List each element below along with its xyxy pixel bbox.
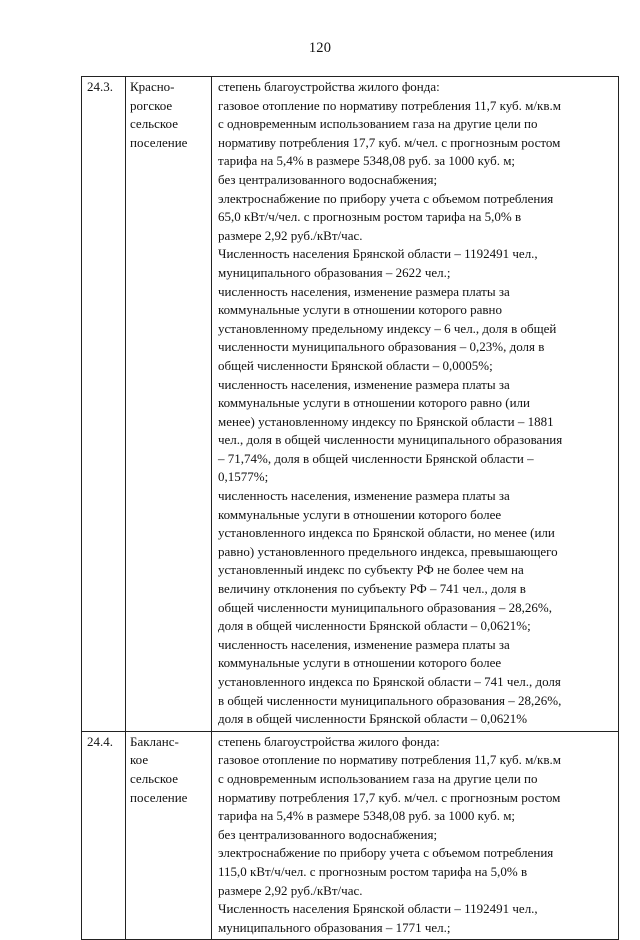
description-line: Численность населения Брянской области – 1192491 чел.,	[218, 901, 538, 917]
description-line: численность населения, изменение размера платы за	[218, 376, 510, 392]
description-line: коммунальные услуги в отношении которого более	[218, 506, 502, 522]
settlement-name-line: Бакланс-	[130, 733, 179, 749]
description-line: равно) установленного предельного индекса, превышающего	[218, 543, 558, 559]
table-body	[82, 77, 619, 940]
description-line: установленного индекса по Брянской области – 741 чел., доля	[218, 674, 561, 689]
description-line: нормативу потребления 17,7 куб. м/чел. с прогнозным ростом	[218, 789, 561, 805]
description-line: – 71,74%, доля в общей численности Брянской области –	[218, 450, 534, 466]
settlement-name	[126, 77, 212, 732]
description-line: установленный индекс по субъекту РФ не более чем на	[218, 562, 524, 578]
settlement-name-line: поселение	[130, 134, 188, 150]
description-line: менее) установленному индексу по Брянской области – 1881	[218, 413, 554, 429]
page-number: 120	[308, 40, 332, 56]
description-line: без централизованного водоснабжения;	[218, 826, 438, 842]
description-line: коммунальные услуги в отношении которого равно (или	[218, 395, 530, 411]
description-line: в общей численности муниципального образования – 28,26%,	[218, 692, 562, 708]
settlement-name-line: поселение	[130, 789, 188, 805]
settlement-name-line: Красно-	[130, 79, 175, 94]
description-line: нормативу потребления 17,7 куб. м/чел. с прогнозным ростом	[218, 134, 561, 150]
description-line: 65,0 кВт/ч/чел. с прогнозным ростом тарифа на 5,0% в	[218, 209, 522, 225]
description-line: степень благоустройства жилого фонда:	[218, 79, 440, 94]
description-line: газовое отопление по нормативу потребления 11,7 куб. м/кв.м	[218, 97, 561, 113]
description-line: коммунальные услуги в отношении которого более	[218, 655, 502, 671]
description-line: численности муниципального образования – 0,23%, доля в	[218, 339, 545, 355]
settlement-name-line: сельское	[130, 770, 178, 786]
settlement-name-line: рогское	[130, 97, 173, 113]
description-line: электроснабжение по прибору учета с объемом потребления	[218, 190, 554, 206]
settlement-name-line: сельское	[130, 116, 178, 132]
settlement-name	[126, 731, 212, 940]
description-line: тарифа на 5,4% в размере 5348,08 руб. за 1000 куб. м;	[218, 153, 516, 169]
description-line: численность населения, изменение размера платы за	[218, 283, 510, 299]
description-line: величину отклонения по субъекту РФ – 741 чел., доля в	[218, 581, 526, 597]
description-line: степень благоустройства жилого фонда:	[218, 733, 440, 749]
settlements-table	[81, 76, 619, 940]
description-line: доля в общей численности Брянской области – 0,0621%	[218, 711, 528, 727]
row-number: 24.3.	[82, 77, 126, 732]
settlement-description	[212, 77, 619, 732]
description-line: с одновременным использованием газа на другие цели по	[218, 770, 538, 786]
description-line: 0,1577%;	[218, 469, 269, 485]
description-line: размере 2,92 руб./кВт/час.	[218, 882, 363, 898]
description-line: тарифа на 5,4% в размере 5348,08 руб. за 1000 куб. м;	[218, 808, 516, 824]
description-line: доля в общей численности Брянской области – 0,0621%;	[218, 618, 531, 634]
description-line: установленному предельному индексу – 6 чел., доля в общей	[218, 320, 557, 336]
description-line: с одновременным использованием газа на другие цели по	[218, 116, 538, 132]
row-number: 24.4.	[82, 731, 126, 940]
description-line: электроснабжение по прибору учета с объемом потребления	[218, 845, 554, 861]
description-line: численность населения, изменение размера платы за	[218, 488, 510, 504]
description-line: общей численности Брянской области – 0,0005%;	[218, 357, 493, 373]
description-line: чел., доля в общей численности муниципального образования	[218, 432, 563, 448]
table-row	[82, 77, 619, 732]
description-line: численность населения, изменение размера платы за	[218, 636, 510, 652]
description-line: без централизованного водоснабжения;	[218, 171, 438, 187]
description-line: общей численности муниципального образования – 28,26%,	[218, 599, 552, 615]
description-line: муниципального образования – 2622 чел.;	[218, 264, 451, 280]
description-line: 115,0 кВт/ч/чел. с прогнозным ростом тарифа на 5,0% в	[218, 863, 528, 879]
description-line: размере 2,92 руб./кВт/час.	[218, 227, 363, 243]
settlement-description	[212, 731, 619, 940]
table-row	[82, 731, 619, 940]
description-line: муниципального образования – 1771 чел.;	[218, 919, 451, 935]
settlement-name-line: кое	[130, 752, 149, 768]
description-line: установленного индекса по Брянской области, но менее (или	[218, 525, 555, 541]
description-line: газовое отопление по нормативу потребления 11,7 куб. м/кв.м	[218, 752, 561, 768]
description-line: коммунальные услуги в отношении которого равно	[218, 302, 503, 318]
description-line: Численность населения Брянской области – 1192491 чел.,	[218, 246, 538, 262]
